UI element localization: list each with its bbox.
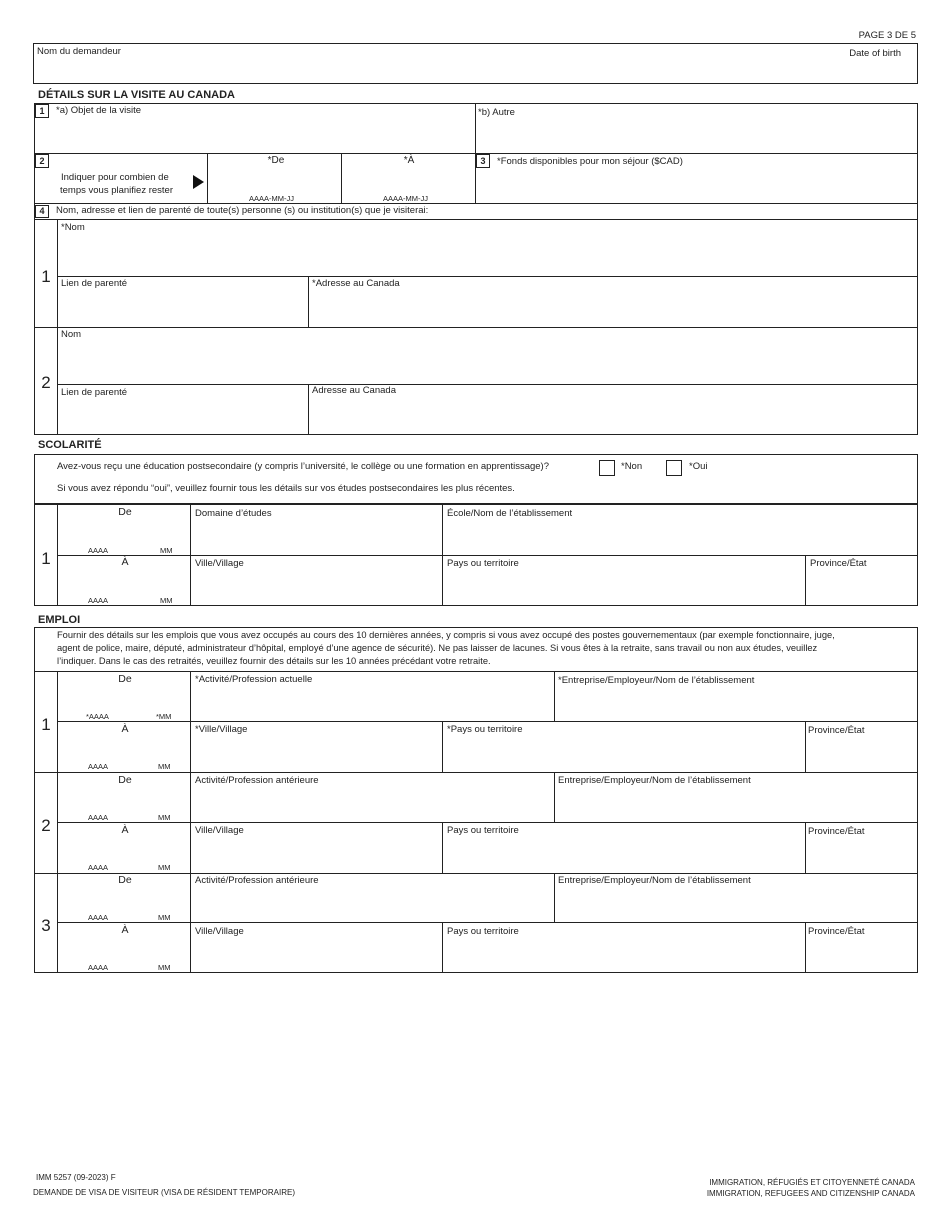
employment-from-month-label: MM [158,813,171,822]
contact-2-address-field[interactable] [311,400,915,432]
duration-label-line1: Indiquer pour combien de [61,172,169,183]
question-number-4: 4 [35,205,49,218]
school-name-label: École/Nom de l’établissement [447,508,573,519]
field-of-study-field[interactable] [193,521,439,552]
contact-1-address-field[interactable] [311,292,915,324]
education-country-label: Pays ou territoire [447,558,519,569]
contact-index-2: 2 [41,373,51,392]
visit-from-date-input[interactable] [210,168,338,190]
education-city-label: Ville/Village [195,558,244,569]
other-purpose-label: *b) Autre [478,107,515,118]
contact-address-label: Adresse au Canada [312,385,396,396]
employment-from-label: De [118,774,132,786]
question-number-1: 1 [35,104,49,118]
employment-from-month-label: *MM [156,712,172,721]
employment-3-city-field[interactable] [193,939,439,970]
employment-city-label: Ville/Village [195,926,244,937]
employment-2-city-field[interactable] [193,838,439,870]
employer-label: Entreprise/Employeur/Nom de l’établissement [558,775,751,786]
education-instruction: Si vous avez répondu “oui”, veuillez fournir tous les détails sur vos études postsecondaires les plus récentes. [57,483,515,494]
education-province-field[interactable] [808,571,915,603]
employment-to-year-label: AAAA [88,863,109,872]
employment-index-3: 3 [41,916,51,935]
education-to-year-label: AAAA [88,596,109,605]
employment-country-label: Pays ou territoire [447,926,519,937]
employment-1-province-field[interactable] [808,738,915,769]
education-no-label: *Non [621,461,643,472]
employment-1-to-date-input[interactable] [60,737,187,761]
education-from-label: De [118,506,132,518]
employment-1-occupation-field[interactable] [193,688,551,718]
employment-city-label: Ville/Village [195,825,244,836]
agency-name-fr: IMMIGRATION, RÉFUGIÉS ET CITOYENNETÉ CANADA [709,1178,915,1187]
employment-from-year-label: AAAA [88,913,109,922]
field-of-study-label: Domaine d’études [195,508,272,519]
employment-1-from-date-input[interactable] [60,686,187,710]
arrow-right-icon [193,175,204,189]
employment-3-province-field[interactable] [808,939,915,970]
employment-1-employer-field[interactable] [557,688,915,718]
occupation-label: Activité/Profession antérieure [195,775,319,786]
education-yes-checkbox[interactable] [666,460,682,476]
employment-index-1: 1 [41,715,51,734]
visit-from-date-format: AAAA-MM-JJ [249,194,294,203]
employment-from-label: De [118,874,132,886]
employment-from-month-label: MM [158,913,171,922]
applicant-name-field[interactable] [36,58,736,80]
employment-from-year-label: AAAA [88,813,109,822]
education-from-date-input[interactable] [60,519,187,543]
occupation-label: Activité/Profession antérieure [195,875,319,886]
employment-province-label: Province/État [808,826,865,837]
employment-2-occupation-field[interactable] [193,789,551,819]
occupation-label: *Activité/Profession actuelle [195,674,313,685]
employment-from-year-label: *AAAA [86,712,109,721]
employer-label: Entreprise/Employeur/Nom de l’établissement [558,875,751,886]
employment-province-label: Province/État [808,926,865,937]
employment-to-year-label: AAAA [88,963,109,972]
employment-3-to-date-input[interactable] [60,938,187,960]
visit-to-label: *À [403,155,415,166]
employment-3-occupation-field[interactable] [193,889,551,919]
contact-relation-label: Lien de parenté [61,387,128,398]
education-section-title: SCOLARITÉ [38,439,102,451]
employment-to-month-label: MM [158,762,171,771]
form-title: DEMANDE DE VISA DE VISITEUR (VISA DE RÉSIDENT TEMPORAIRE) [33,1188,295,1197]
education-from-year-label: AAAA [88,546,109,555]
contact-1-name-field[interactable] [60,236,915,273]
contact-address-label: *Adresse au Canada [312,278,400,289]
funds-available-field[interactable] [478,170,914,200]
education-to-label: À [121,556,129,568]
employment-3-country-select[interactable] [445,939,802,970]
duration-label-line2: temps vous planifiez rester [60,185,173,196]
contact-name-label: Nom [61,329,82,340]
employment-province-label: Province/État [808,725,865,736]
date-of-birth-label: Date of birth [849,48,901,59]
visit-to-date-format: AAAA-MM-JJ [383,194,428,203]
employment-2-employer-field[interactable] [557,789,915,819]
school-name-field[interactable] [445,521,915,552]
funds-label: *Fonds disponibles pour mon séjour ($CAD) [497,156,683,167]
question-number-3: 3 [476,154,490,168]
employment-country-label: Pays ou territoire [447,825,519,836]
education-index-1: 1 [41,549,51,568]
form-code: IMM 5257 (09-2023) F [36,1173,116,1182]
visit-from-label: *De [267,155,285,166]
employment-1-country-select[interactable] [445,737,802,769]
employment-to-month-label: MM [158,863,171,872]
contact-index-1: 1 [41,267,51,286]
employment-to-label: À [121,824,129,836]
employment-city-label: *Ville/Village [195,724,248,735]
employer-label: *Entreprise/Employeur/Nom de l’établissement [558,675,755,686]
employment-2-to-date-input[interactable] [60,838,187,860]
employment-3-from-date-input[interactable] [60,888,187,911]
education-country-select[interactable] [445,571,802,603]
employment-country-label: *Pays ou territoire [447,724,523,735]
education-province-label: Province/État [810,558,867,569]
education-question: Avez-vous reçu une éducation postsecondaire (y compris l’université, le collège ou une formation en apprentissage)? [57,461,549,472]
contacts-label: Nom, adresse et lien de parenté de toute(s) personne (s) ou institution(s) que je visiterai: [56,205,429,216]
education-to-date-input[interactable] [60,570,187,594]
employment-to-month-label: MM [158,963,171,972]
contact-name-label: *Nom [61,222,85,233]
employment-2-province-field[interactable] [808,839,915,870]
page-number: PAGE 3 DE 5 [858,30,916,41]
employment-index-2: 2 [41,816,51,835]
date-of-birth-field[interactable] [740,60,914,80]
contact-1-relation-field[interactable] [60,292,305,324]
employment-to-label: À [121,723,129,735]
employment-1-city-field[interactable] [193,737,439,769]
contact-2-name-field[interactable] [60,343,915,381]
education-yes-label: *Oui [689,461,708,472]
employment-section-title: EMPLOI [38,614,81,626]
education-no-checkbox[interactable] [599,460,615,476]
visit-to-date-input[interactable] [344,168,472,190]
question-number-2: 2 [35,154,49,168]
employment-to-year-label: AAAA [88,762,109,771]
employment-2-from-date-input[interactable] [60,787,187,811]
agency-name-en: IMMIGRATION, REFUGEES AND CITIZENSHIP CANADA [706,1189,915,1198]
education-city-field[interactable] [193,571,439,603]
other-purpose-field[interactable] [478,120,914,150]
visit-section-title: DÉTAILS SUR LA VISITE AU CANADA [38,89,235,101]
purpose-label: *a) Objet de la visite [56,105,142,116]
employment-2-country-select[interactable] [445,838,802,870]
education-to-month-label: MM [160,596,173,605]
contact-relation-label: Lien de parenté [61,278,128,289]
applicant-name-label: Nom du demandeur [37,46,121,57]
education-from-month-label: MM [160,546,173,555]
contact-2-relation-field[interactable] [60,400,305,432]
employment-instruction: Fournir des détails sur les emplois que vous avez occupés au cours des 10 dernières années, y compris si vous avez occupé des postes gouvernementaux (par exemple fonctionnaire, juge, agent de police, maire, député, administrateur d’hôpital, employé d’une agence de sécurité). Ne pas laisser de lacunes. Si vous êtes à la retraite, sans travail ou non aux études, veuillez l’indiquer. Dans le cas des retraités, veuillez fournir des détails sur les 10 années précédant votre retraite. [57,630,835,666]
employment-3-employer-field[interactable] [557,889,915,919]
employment-to-label: À [121,924,129,936]
employment-from-label: De [118,673,132,685]
purpose-of-visit-select[interactable] [54,118,472,150]
